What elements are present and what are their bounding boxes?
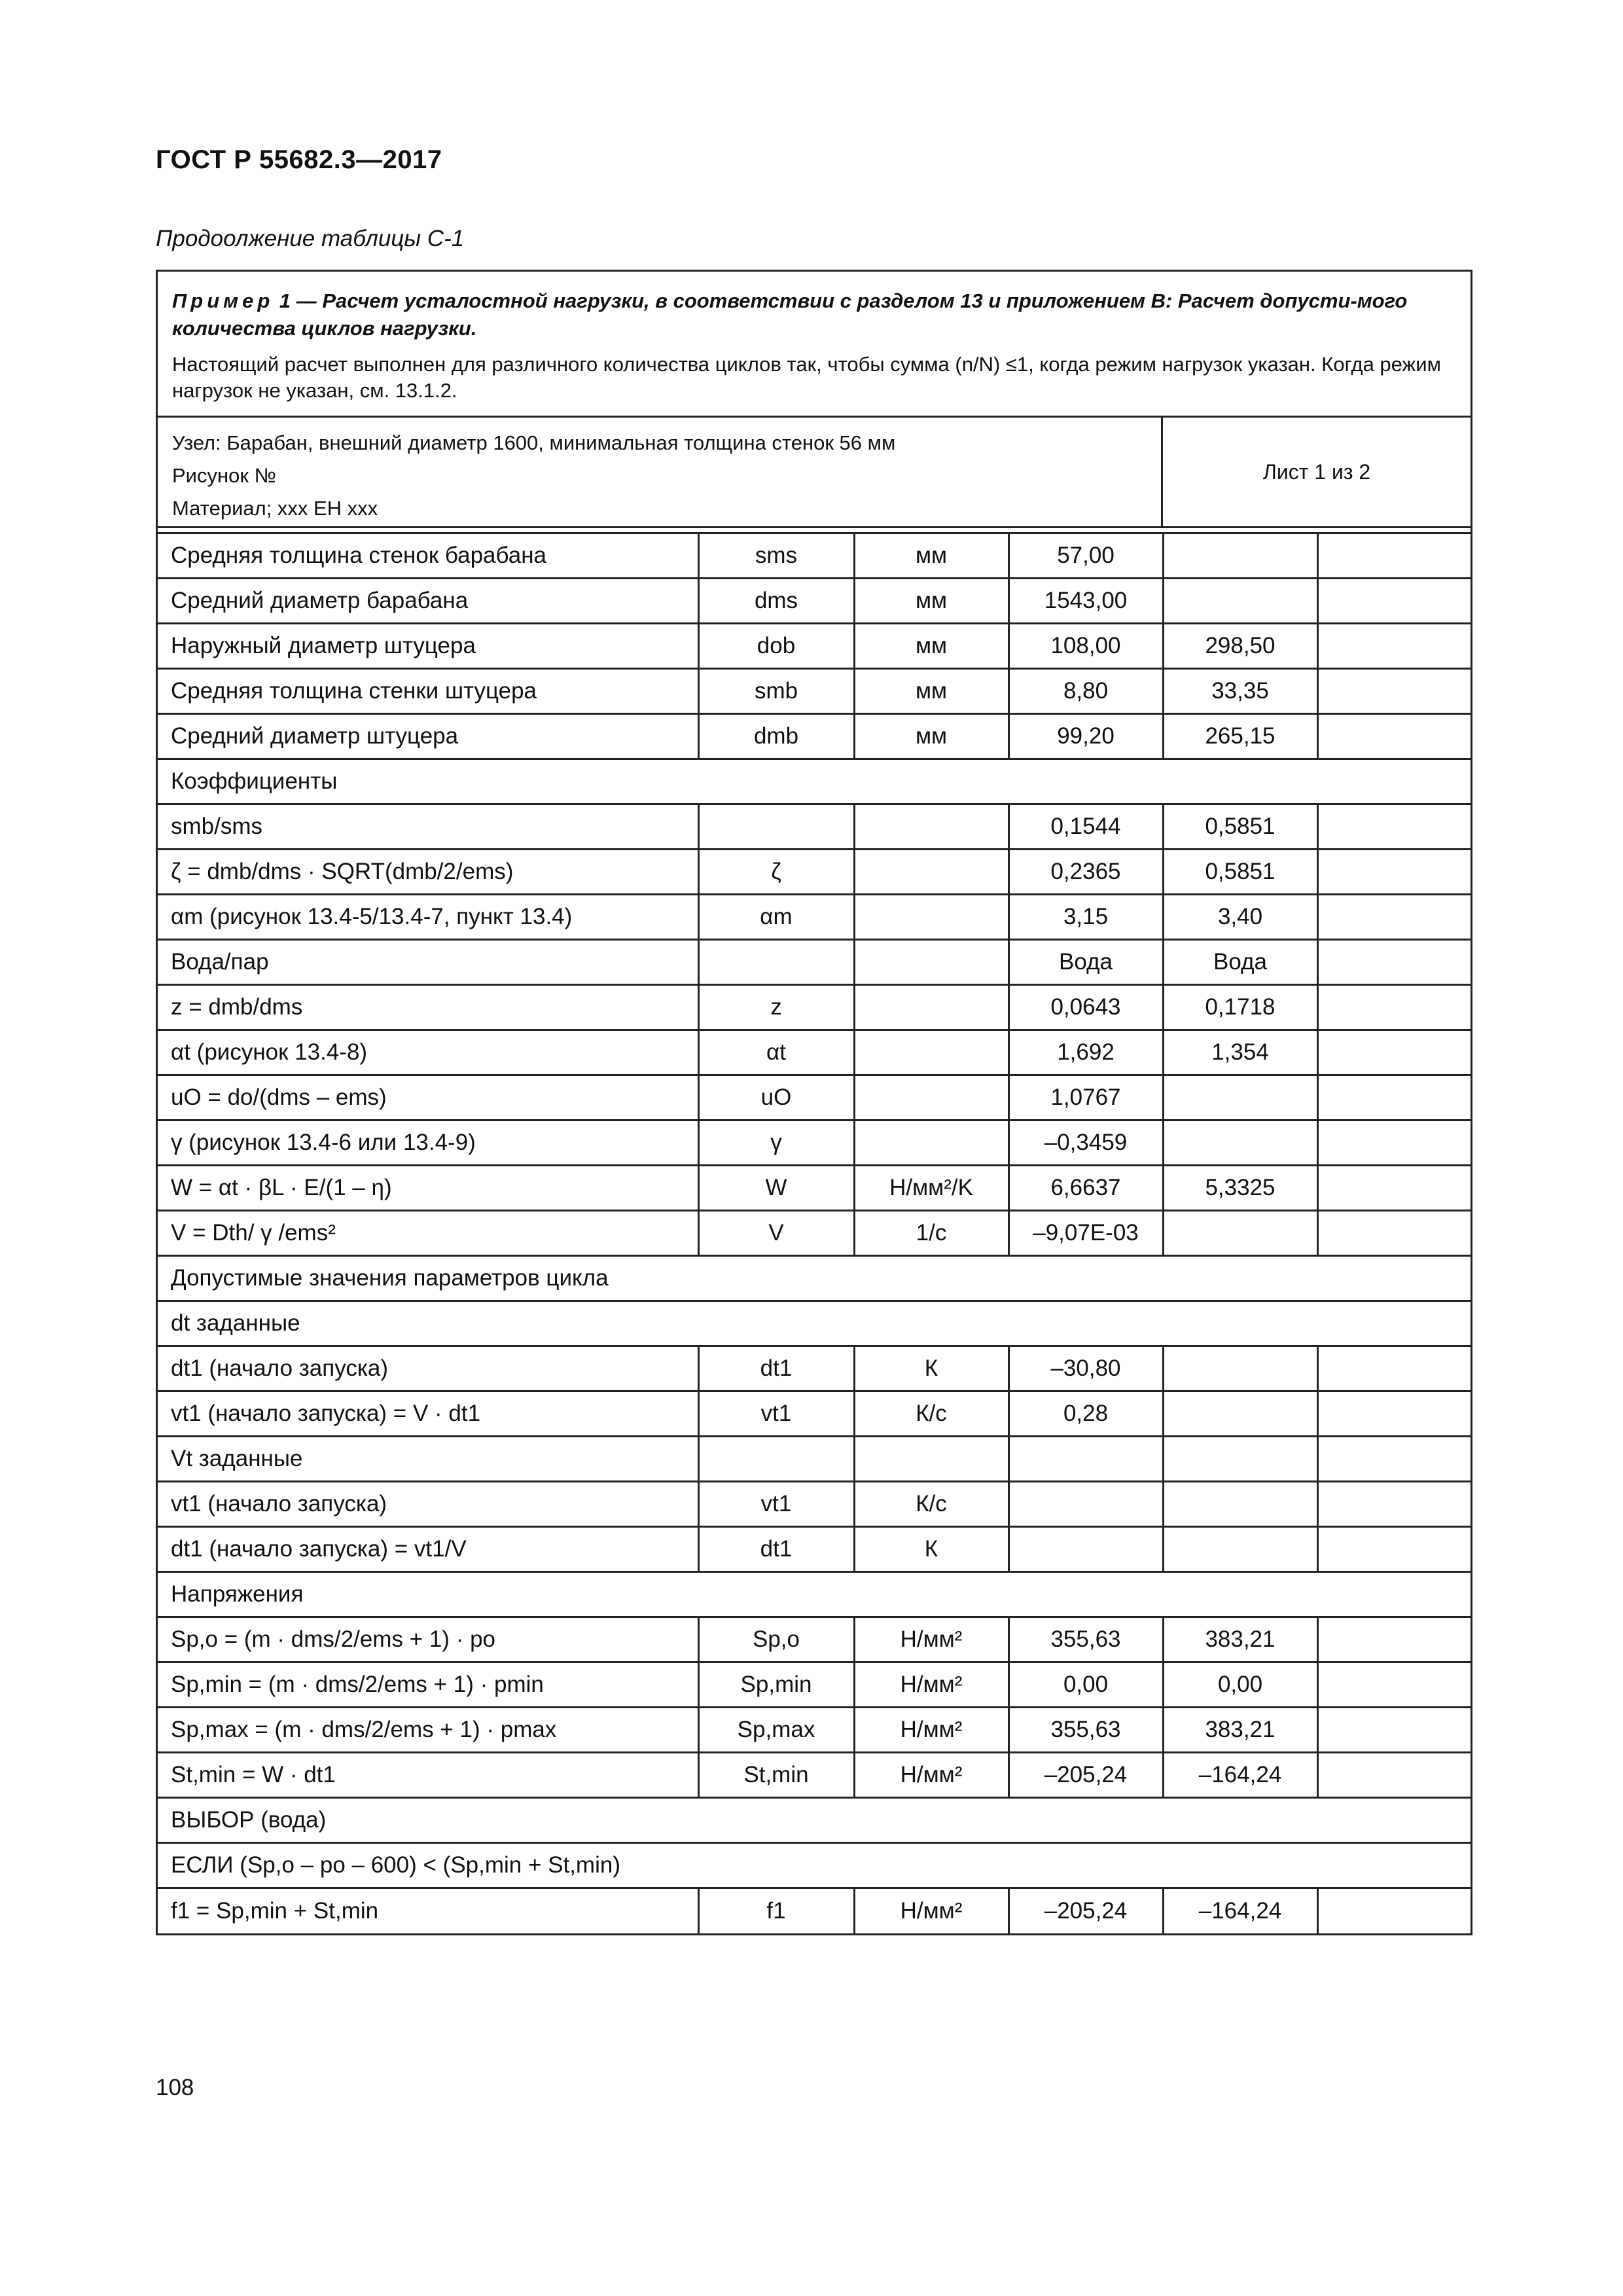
parameter-name-cell: V = Dth/ γ /ems²	[158, 1211, 698, 1256]
value-1-cell	[1008, 1437, 1163, 1482]
parameter-name-cell: W = αt · βL · E/(1 – η)	[158, 1166, 698, 1211]
value-3-cell	[1317, 533, 1471, 579]
parameter-name-cell: Sp,min = (m · dms/2/ems + 1) · pmin	[158, 1662, 698, 1708]
section-header-cell: Допустимые значения параметров цикла	[158, 1256, 1471, 1301]
value-1-cell: 0,2365	[1008, 850, 1163, 895]
parameter-name-cell: Средний диаметр штуцера	[158, 714, 698, 759]
table-row	[158, 1888, 1471, 1933]
material-line: Материал; xxx EH xxx	[172, 497, 378, 520]
table-row	[158, 1391, 1471, 1437]
unit-cell	[854, 1437, 1008, 1482]
value-2-cell	[1163, 1121, 1317, 1166]
table-row	[158, 1211, 1471, 1256]
value-2-cell	[1163, 1527, 1317, 1572]
symbol-cell	[698, 804, 854, 850]
unit-cell: мм	[854, 624, 1008, 669]
parameter-name-cell: dt1 (начало запуска) = vt1/V	[158, 1527, 698, 1572]
value-3-cell	[1317, 1708, 1471, 1753]
value-2-cell	[1163, 1075, 1317, 1121]
value-2-cell: 0,5851	[1163, 804, 1317, 850]
value-3-cell	[1317, 579, 1471, 624]
value-1-cell: 0,28	[1008, 1391, 1163, 1437]
parameter-name-cell: Sp,max = (m · dms/2/ems + 1) · pmax	[158, 1708, 698, 1753]
symbol-cell: W	[698, 1166, 854, 1211]
unit-cell: К/с	[854, 1482, 1008, 1527]
value-3-cell	[1317, 1437, 1471, 1482]
table-row	[158, 533, 1471, 579]
value-3-cell	[1317, 1527, 1471, 1572]
value-2-cell: 0,5851	[1163, 850, 1317, 895]
table-row	[158, 850, 1471, 895]
parameter-name-cell: Наружный диаметр штуцера	[158, 624, 698, 669]
unit-cell	[854, 804, 1008, 850]
unit-cell	[854, 850, 1008, 895]
sheet-indicator: Лист 1 из 2	[1262, 459, 1371, 484]
table-row	[158, 1482, 1471, 1527]
table-row	[158, 1437, 1471, 1482]
value-2-cell: 33,35	[1163, 669, 1317, 714]
value-2-cell: 0,1718	[1163, 985, 1317, 1030]
unit-cell	[854, 940, 1008, 985]
value-1-cell: 6,6637	[1008, 1166, 1163, 1211]
value-1-cell: –9,07E-03	[1008, 1211, 1163, 1256]
value-1-cell	[1008, 1482, 1163, 1527]
table-row	[158, 1166, 1471, 1211]
section-header-cell: Напряжения	[158, 1572, 1471, 1617]
value-3-cell	[1317, 714, 1471, 759]
parameter-name-cell: uO = do/(dms – ems)	[158, 1075, 698, 1121]
parameter-name-cell: Вода/пар	[158, 940, 698, 985]
parameter-name-cell: Средняя толщина стенок барабана	[158, 533, 698, 579]
section-header-cell: ЕСЛИ (Sp,o – po – 600) < (Sp,min + St,min)	[158, 1843, 1471, 1888]
parameter-name-cell: γ (рисунок 13.4-6 или 13.4-9)	[158, 1121, 698, 1166]
value-1-cell: –0,3459	[1008, 1121, 1163, 1166]
value-2-cell	[1163, 1437, 1317, 1482]
value-3-cell	[1317, 1166, 1471, 1211]
value-1-cell: 8,80	[1008, 669, 1163, 714]
value-1-cell: –205,24	[1008, 1753, 1163, 1798]
value-2-cell: 0,00	[1163, 1662, 1317, 1708]
value-1-cell: 1543,00	[1008, 579, 1163, 624]
example-heading-label: Пример	[172, 289, 274, 312]
value-1-cell: 99,20	[1008, 714, 1163, 759]
symbol-cell: ζ	[698, 850, 854, 895]
unit-cell	[854, 1075, 1008, 1121]
value-3-cell	[1317, 1482, 1471, 1527]
section-header-cell: Коэффициенты	[158, 759, 1471, 804]
value-1-cell: 1,0767	[1008, 1075, 1163, 1121]
parameter-name-cell: vt1 (начало запуска)	[158, 1482, 698, 1527]
value-2-cell: 265,15	[1163, 714, 1317, 759]
value-3-cell	[1317, 985, 1471, 1030]
symbol-cell: z	[698, 985, 854, 1030]
table-row	[158, 1662, 1471, 1708]
parameter-name-cell: Средняя толщина стенки штуцера	[158, 669, 698, 714]
value-1-cell: 57,00	[1008, 533, 1163, 579]
table-row	[158, 1753, 1471, 1798]
symbol-cell	[698, 940, 854, 985]
symbol-cell: dt1	[698, 1346, 854, 1391]
unit-cell: К	[854, 1346, 1008, 1391]
parameter-name-cell: αm (рисунок 13.4-5/13.4-7, пункт 13.4)	[158, 895, 698, 940]
table-row	[158, 1708, 1471, 1753]
value-3-cell	[1317, 1888, 1471, 1933]
value-1-cell: 108,00	[1008, 624, 1163, 669]
table-row	[158, 1301, 1471, 1346]
value-2-cell: –164,24	[1163, 1753, 1317, 1798]
value-2-cell: 298,50	[1163, 624, 1317, 669]
unit-cell: мм	[854, 669, 1008, 714]
value-1-cell: 1,692	[1008, 1030, 1163, 1075]
symbol-cell: sms	[698, 533, 854, 579]
unit-cell: Н/мм²	[854, 1617, 1008, 1662]
value-2-cell	[1163, 533, 1317, 579]
value-3-cell	[1317, 1391, 1471, 1437]
table-row	[158, 1256, 1471, 1301]
parameter-name-cell: Средний диаметр барабана	[158, 579, 698, 624]
table-row	[158, 1572, 1471, 1617]
table-row	[158, 1843, 1471, 1888]
table-row	[158, 579, 1471, 624]
symbol-cell: uO	[698, 1075, 854, 1121]
symbol-cell: αm	[698, 895, 854, 940]
value-1-cell: 0,0643	[1008, 985, 1163, 1030]
parameter-name-cell: z = dmb/dms	[158, 985, 698, 1030]
table-row	[158, 759, 1471, 804]
section-header-cell: dt заданные	[158, 1301, 1471, 1346]
symbol-cell: Sp,o	[698, 1617, 854, 1662]
unit-cell	[854, 985, 1008, 1030]
value-2-cell: 3,40	[1163, 895, 1317, 940]
value-2-cell: Вода	[1163, 940, 1317, 985]
symbol-cell: Sp,min	[698, 1662, 854, 1708]
unit-cell: К	[854, 1527, 1008, 1572]
table-row	[158, 940, 1471, 985]
unit-cell: Н/мм²	[854, 1888, 1008, 1933]
unit-cell: Н/мм²	[854, 1753, 1008, 1798]
symbol-cell: dob	[698, 624, 854, 669]
value-1-cell: –30,80	[1008, 1346, 1163, 1391]
value-3-cell	[1317, 895, 1471, 940]
table-frame	[156, 270, 1472, 1935]
symbol-cell: V	[698, 1211, 854, 1256]
value-3-cell	[1317, 1075, 1471, 1121]
symbol-cell: smb	[698, 669, 854, 714]
value-2-cell	[1163, 1346, 1317, 1391]
value-3-cell	[1317, 1662, 1471, 1708]
parameter-name-cell: St,min = W · dt1	[158, 1753, 698, 1798]
page-number: 108	[156, 2075, 194, 2100]
value-2-cell: 383,21	[1163, 1617, 1317, 1662]
parameter-name-cell: αt (рисунок 13.4-8)	[158, 1030, 698, 1075]
parameter-name-cell: Vt заданные	[158, 1437, 698, 1482]
parameter-name-cell: Sp,o = (m · dms/2/ems + 1) · po	[158, 1617, 698, 1662]
table-row	[158, 895, 1471, 940]
symbol-cell: vt1	[698, 1482, 854, 1527]
value-1-cell: 0,1544	[1008, 804, 1163, 850]
value-1-cell: 355,63	[1008, 1617, 1163, 1662]
example-heading-text: 1 — Расчет усталостной нагрузки, в соответствии с разделом 13 и приложением В: Расчет допусти-мого количества циклов нагрузки.	[172, 289, 1408, 340]
table-row	[158, 714, 1471, 759]
example-heading	[172, 287, 1456, 342]
unit-cell	[854, 1030, 1008, 1075]
value-2-cell	[1163, 579, 1317, 624]
unit-cell: мм	[854, 579, 1008, 624]
value-1-cell: 0,00	[1008, 1662, 1163, 1708]
value-2-cell: 5,3325	[1163, 1166, 1317, 1211]
value-3-cell	[1317, 1030, 1471, 1075]
parameter-name-cell: dt1 (начало запуска)	[158, 1346, 698, 1391]
document-title: ГОСТ Р 55682.3—2017	[156, 145, 442, 174]
value-1-cell: Вода	[1008, 940, 1163, 985]
symbol-cell: dt1	[698, 1527, 854, 1572]
table-row	[158, 985, 1471, 1030]
value-2-cell	[1163, 1482, 1317, 1527]
table-row	[158, 1798, 1471, 1843]
symbol-cell: αt	[698, 1030, 854, 1075]
unit-cell: Н/мм²/K	[854, 1166, 1008, 1211]
parameters-table	[158, 532, 1471, 1933]
value-2-cell: 1,354	[1163, 1030, 1317, 1075]
table-row	[158, 669, 1471, 714]
unit-cell	[854, 895, 1008, 940]
value-1-cell: 3,15	[1008, 895, 1163, 940]
example-description: Настоящий расчет выполнен для различного количества циклов так, чтобы сумма (n/N) ≤1, когда режим нагрузок указан. Когда режим нагрузок не указан, см. 13.1.2.	[172, 353, 1441, 402]
table-row	[158, 1617, 1471, 1662]
section-header-cell: ВЫБОР (вода)	[158, 1798, 1471, 1843]
value-1-cell: –205,24	[1008, 1888, 1163, 1933]
value-3-cell	[1317, 1346, 1471, 1391]
unit-cell: К/с	[854, 1391, 1008, 1437]
symbol-cell: St,min	[698, 1753, 854, 1798]
table-row	[158, 804, 1471, 850]
node-info	[158, 418, 1163, 526]
unit-cell: Н/мм²	[854, 1708, 1008, 1753]
symbol-cell: γ	[698, 1121, 854, 1166]
value-3-cell	[1317, 804, 1471, 850]
value-3-cell	[1317, 624, 1471, 669]
parameter-name-cell: smb/sms	[158, 804, 698, 850]
table-row	[158, 1527, 1471, 1572]
table-row	[158, 1075, 1471, 1121]
value-3-cell	[1317, 1753, 1471, 1798]
value-2-cell: 383,21	[1163, 1708, 1317, 1753]
table-row	[158, 1030, 1471, 1075]
figure-line: Рисунок №	[172, 464, 276, 487]
value-1-cell	[1008, 1527, 1163, 1572]
value-2-cell	[1163, 1211, 1317, 1256]
symbol-cell: f1	[698, 1888, 854, 1933]
unit-cell	[854, 1121, 1008, 1166]
symbol-cell: dmb	[698, 714, 854, 759]
table-row	[158, 1121, 1471, 1166]
value-3-cell	[1317, 940, 1471, 985]
unit-cell: 1/с	[854, 1211, 1008, 1256]
value-1-cell: 355,63	[1008, 1708, 1163, 1753]
value-3-cell	[1317, 1211, 1471, 1256]
symbol-cell: vt1	[698, 1391, 854, 1437]
parameter-name-cell: f1 = Sp,min + St,min	[158, 1888, 698, 1933]
parameter-name-cell: ζ = dmb/dms · SQRT(dmb/2/ems)	[158, 850, 698, 895]
table-continuation-label: Продоолжение таблицы С-1	[156, 226, 465, 251]
unit-cell: Н/мм²	[854, 1662, 1008, 1708]
example-header-box	[158, 272, 1471, 418]
unit-cell: мм	[854, 714, 1008, 759]
node-info-box	[158, 418, 1471, 528]
parameters-table-body	[158, 533, 1471, 1933]
value-2-cell	[1163, 1391, 1317, 1437]
parameter-name-cell: vt1 (начало запуска) = V · dt1	[158, 1391, 698, 1437]
node-line: Узел: Барабан, внешний диаметр 1600, минимальная толщина стенок 56 мм	[172, 431, 896, 454]
value-3-cell	[1317, 1121, 1471, 1166]
table-row	[158, 624, 1471, 669]
symbol-cell	[698, 1437, 854, 1482]
value-2-cell: –164,24	[1163, 1888, 1317, 1933]
value-3-cell	[1317, 850, 1471, 895]
table-row	[158, 1346, 1471, 1391]
value-3-cell	[1317, 669, 1471, 714]
symbol-cell: dms	[698, 579, 854, 624]
value-3-cell	[1317, 1617, 1471, 1662]
symbol-cell: Sp,max	[698, 1708, 854, 1753]
unit-cell: мм	[854, 533, 1008, 579]
